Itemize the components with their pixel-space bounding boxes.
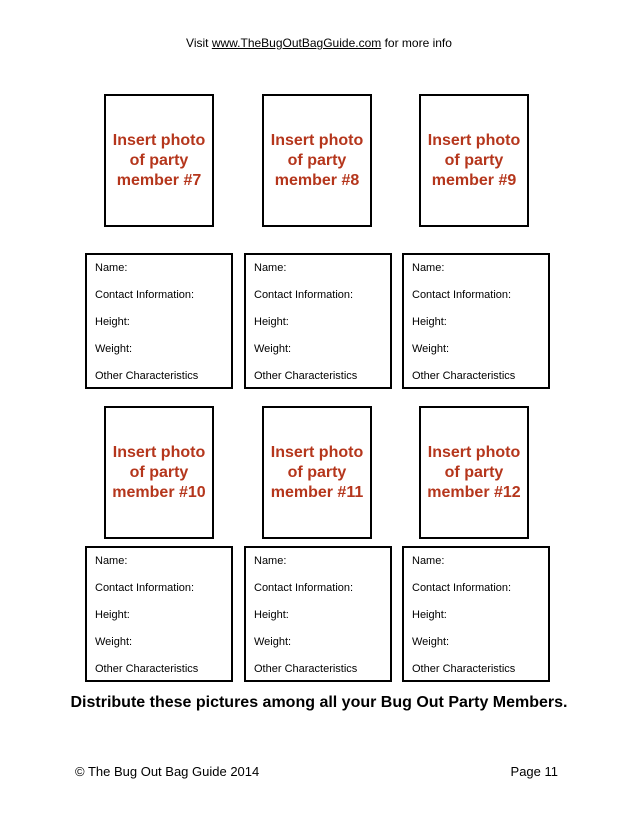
height-field: Height:	[95, 609, 130, 621]
name-field: Name:	[95, 262, 128, 274]
contact-field: Contact Information:	[95, 582, 195, 594]
page-header	[0, 36, 638, 50]
info-card-10	[85, 546, 233, 682]
height-field: Height:	[254, 609, 289, 621]
contact-field: Contact Information:	[254, 582, 354, 594]
photo-placeholder-8	[262, 94, 372, 227]
distribution-note: Distribute these pictures among all your Bug Out Party Members.	[70, 694, 568, 711]
photo-placeholder-7	[104, 94, 214, 227]
contact-field: Contact Information:	[412, 289, 512, 301]
photo-placeholder-9	[419, 94, 529, 227]
height-field: Height:	[412, 316, 447, 328]
contact-field: Contact Information:	[254, 289, 354, 301]
photo-label: Insert photo of party member #8	[270, 131, 364, 189]
info-card-8	[244, 253, 392, 389]
weight-field: Weight:	[412, 343, 450, 355]
contact-field: Contact Information:	[412, 582, 512, 594]
photo-label: Insert photo of party member #11	[270, 443, 364, 501]
info-card-9	[402, 253, 550, 389]
name-field: Name:	[412, 555, 445, 567]
copyright-text: © The Bug Out Bag Guide 2014	[75, 764, 260, 779]
name-field: Name:	[254, 262, 287, 274]
other-field: Other Characteristics	[95, 663, 199, 675]
photo-placeholder-10	[104, 406, 214, 539]
other-field: Other Characteristics	[254, 370, 358, 382]
photo-label: Insert photo of party member #9	[427, 131, 521, 189]
name-field: Name:	[254, 555, 287, 567]
name-field: Name:	[412, 262, 445, 274]
contact-field: Contact Information:	[95, 289, 195, 301]
weight-field: Weight:	[412, 636, 450, 648]
weight-field: Weight:	[254, 343, 292, 355]
photo-label: Insert photo of party member #12	[427, 443, 521, 501]
name-field: Name:	[95, 555, 128, 567]
weight-field: Weight:	[95, 636, 133, 648]
height-field: Height:	[412, 609, 447, 621]
header-prefix: Visit	[186, 36, 212, 50]
weight-field: Weight:	[95, 343, 133, 355]
info-card-7	[85, 253, 233, 389]
website-link[interactable]: www.TheBugOutBagGuide.com	[211, 36, 382, 50]
photo-placeholder-12	[419, 406, 529, 539]
info-card-12	[402, 546, 550, 682]
weight-field: Weight:	[254, 636, 292, 648]
other-field: Other Characteristics	[254, 663, 358, 675]
photo-label: Insert photo of party member #10	[112, 443, 206, 501]
height-field: Height:	[95, 316, 130, 328]
other-field: Other Characteristics	[95, 370, 199, 382]
other-field: Other Characteristics	[412, 663, 516, 675]
height-field: Height:	[254, 316, 289, 328]
photo-label: Insert photo of party member #7	[112, 131, 206, 189]
photo-placeholder-11	[262, 406, 372, 539]
info-card-11	[244, 546, 392, 682]
page-number: Page 11	[510, 764, 558, 779]
other-field: Other Characteristics	[412, 370, 516, 382]
header-suffix: for more info	[381, 36, 452, 50]
